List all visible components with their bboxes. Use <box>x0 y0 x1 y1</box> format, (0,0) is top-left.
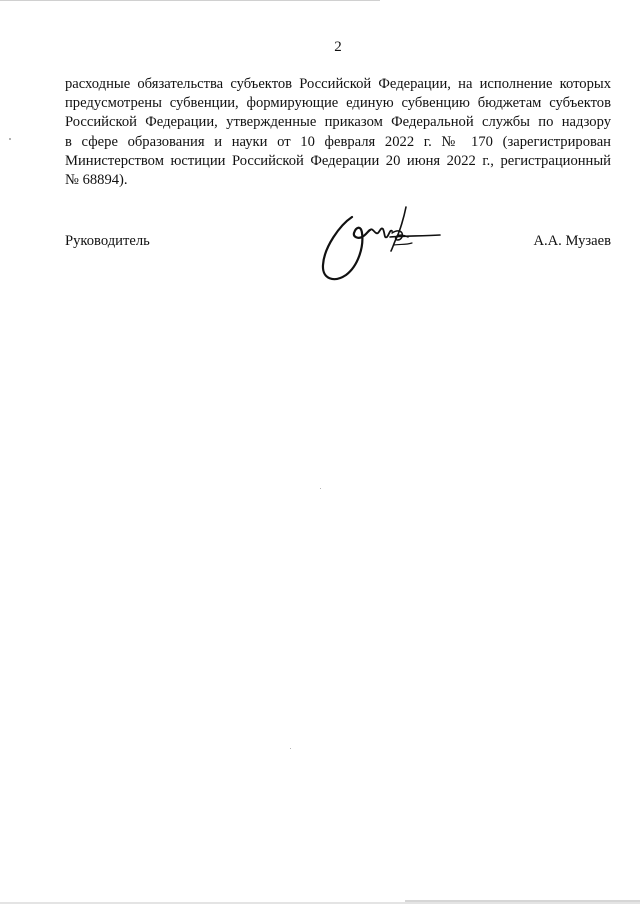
handwritten-signature-icon <box>318 203 443 285</box>
body-line: № 68894). <box>65 172 128 189</box>
scan-edge-top <box>0 0 380 1</box>
scan-speck <box>320 488 321 489</box>
scan-edge-notch <box>405 900 640 902</box>
body-line: Российской Федерации, утвержденные приказом Федеральной службы по надзору <box>65 114 611 131</box>
body-line: расходные обязательства субъектов Российской Федерации, на исполнение которых <box>65 76 611 92</box>
signer-position: Руководитель <box>65 233 150 249</box>
scan-edge-bottom <box>0 902 640 904</box>
scan-speck <box>290 748 291 749</box>
scan-speck <box>9 138 11 140</box>
body-line: в сфере образования и науки от 10 февраля 2022 г. № 170 (зарегистрирован <box>65 133 611 150</box>
body-paragraph <box>65 75 611 190</box>
page-number: 2 <box>334 39 342 55</box>
body-line: предусмотрены субвенции, формирующие единую субвенцию бюджетам субъектов <box>65 95 611 112</box>
signer-name: А.А. Музаев <box>533 233 611 249</box>
body-line: Министерством юстиции Российской Федерации 20 июня 2022 г., регистрационный <box>65 152 611 169</box>
